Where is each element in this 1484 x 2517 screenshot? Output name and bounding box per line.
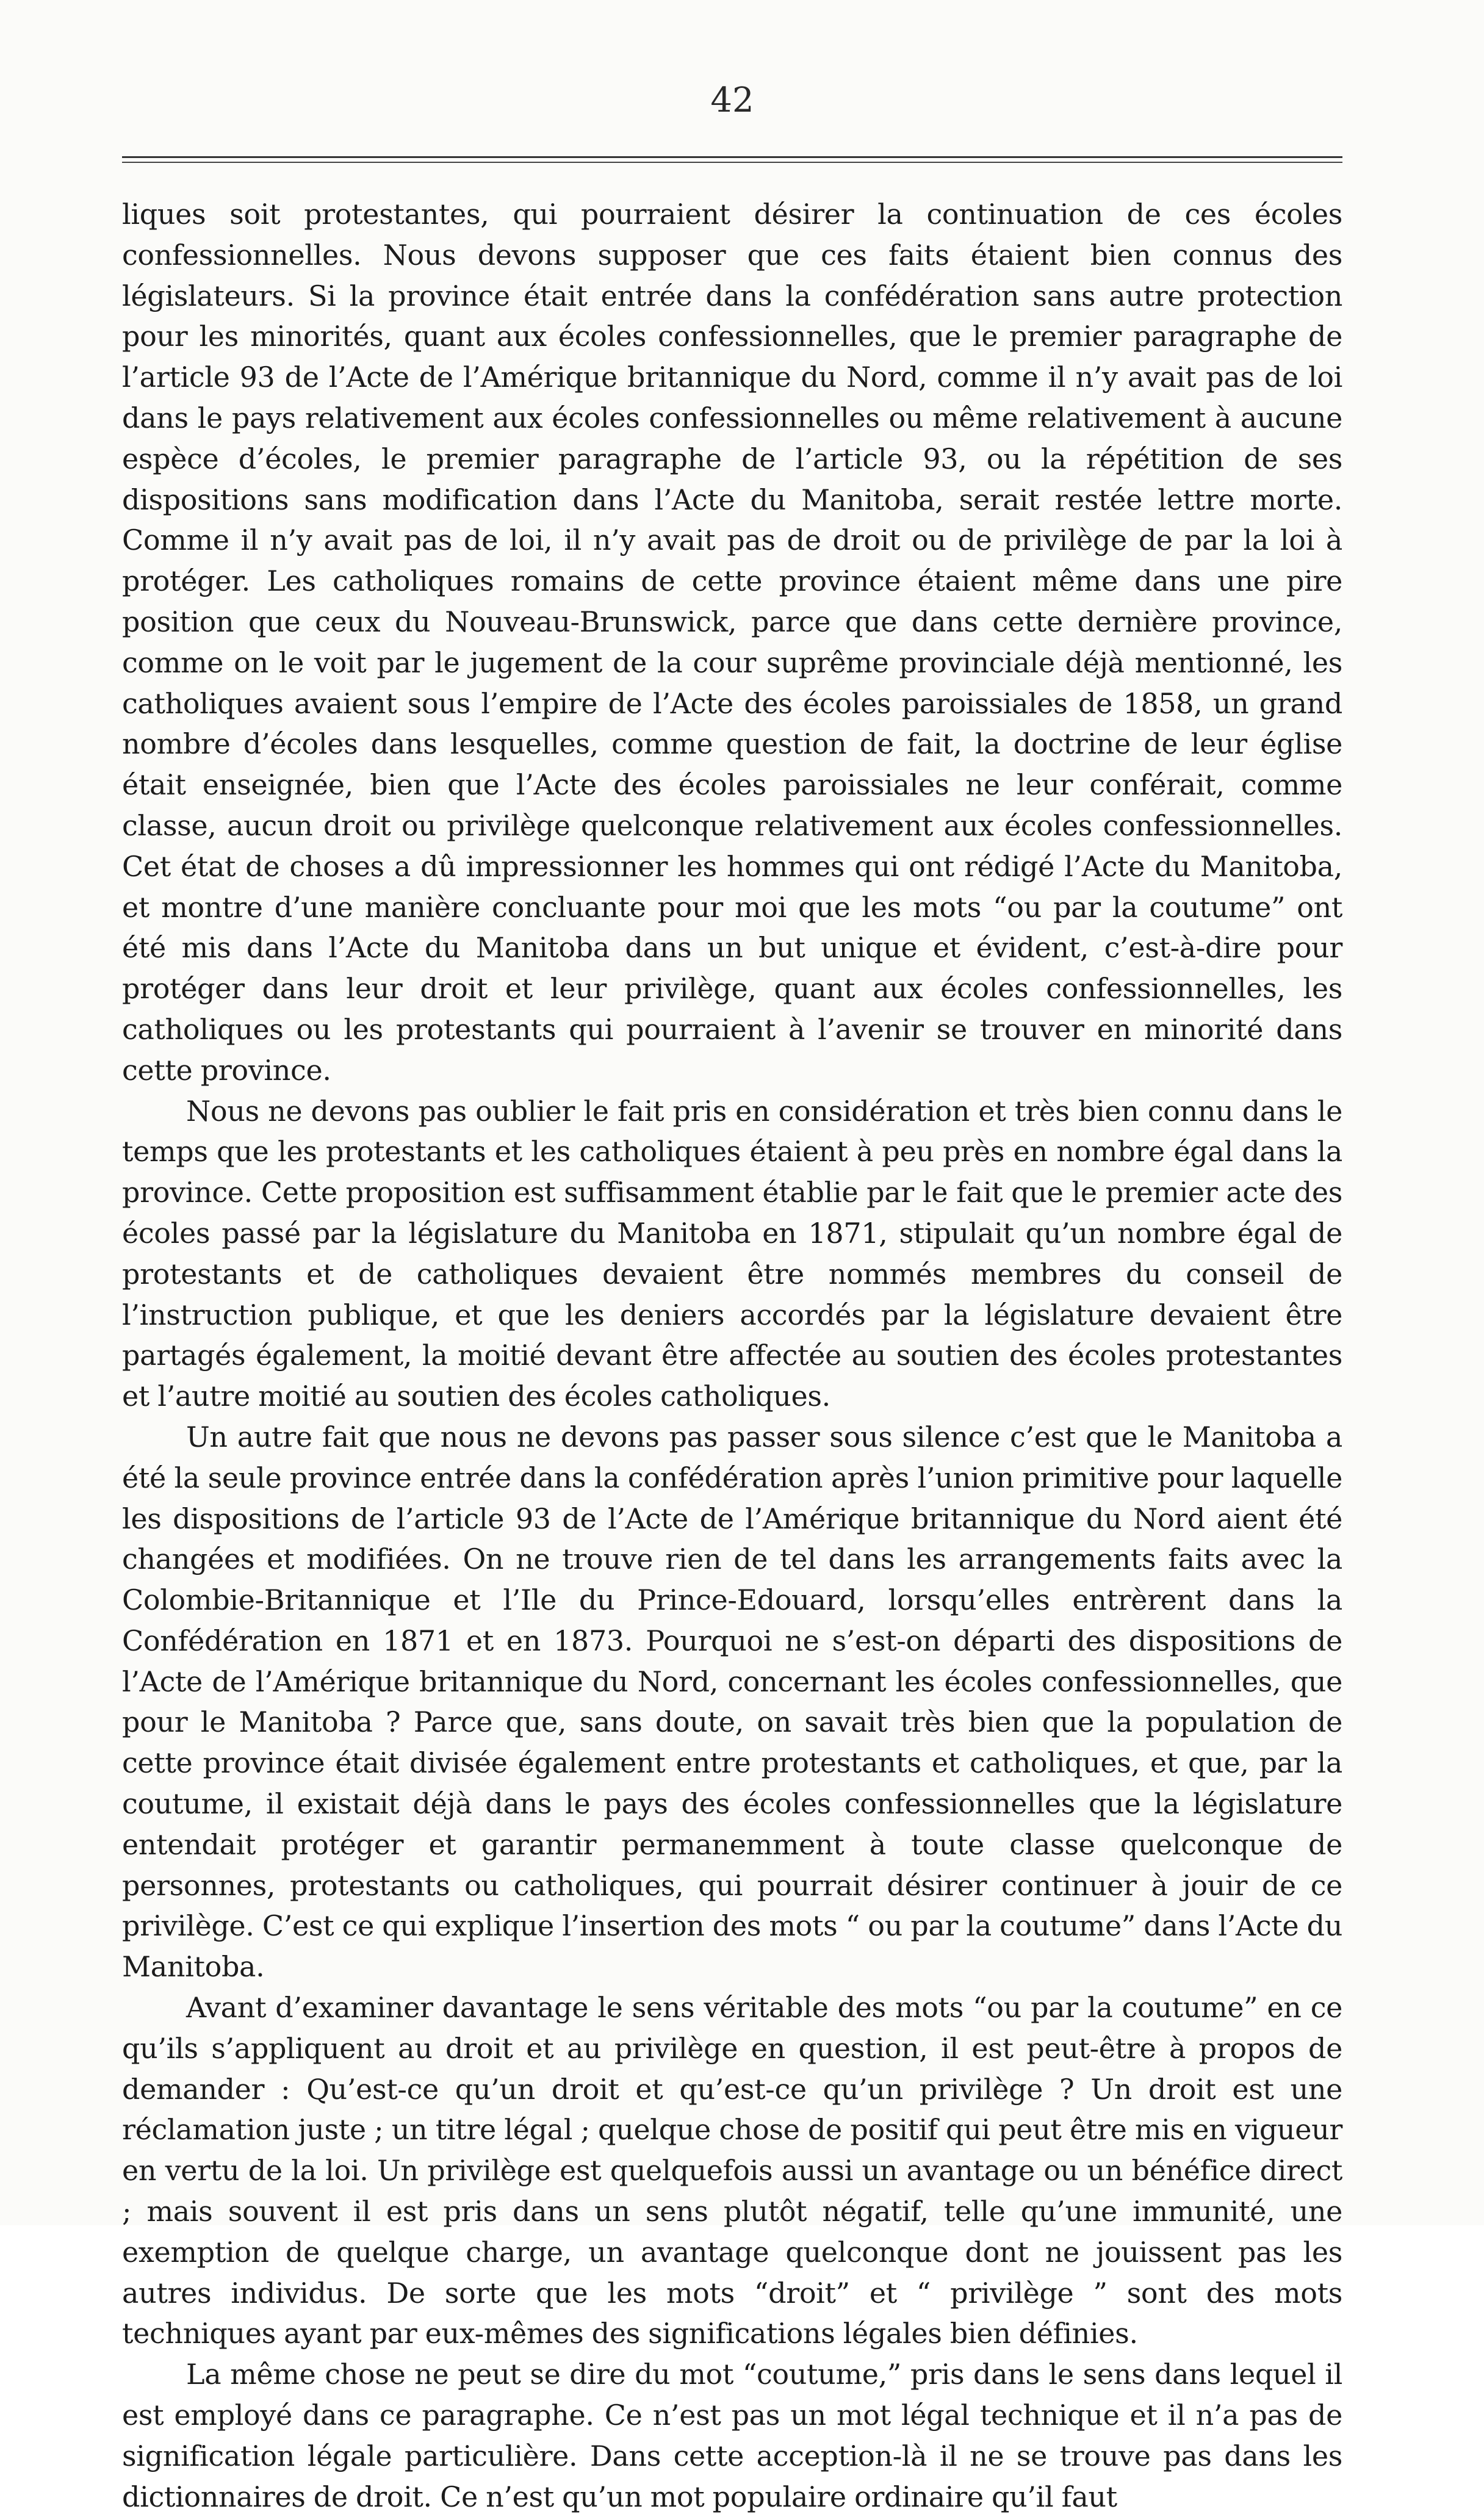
header-rule <box>122 156 1342 163</box>
page-number: 42 <box>710 81 754 120</box>
paragraph-custom-word: La même chose ne peut se dire du mot “coutume,” pris dans le sens dans lequel il est employé dans ce paragraphe. Ce n’est pas un mot légal technique et il n’a pas de signification légale particulière. Dans cette acception-là il ne se trouve pas dans les dictionnaires de droit. Ce n’est qu’un mot populaire ordinaire qu’il faut <box>122 2358 1342 2513</box>
body-text <box>122 194 1342 2517</box>
paragraph-manitoba-modification: Un autre fait que nous ne devons pas passer sous silence c’est que le Manitoba a été la seule province entrée dans la confédération après l’union primitive pour laquelle les dispositions de l’article 93 de l’Acte de l’Amérique britannique du Nord aient été changées et modifiées. On ne trouve rien de tel dans les arrangements faits avec la Colombie-Britannique et l’Ile du Prince-Edouard, lorsqu’elles entrèrent dans la Confédération en 1871 et en 1873. Pourquoi ne s’est-on départi des dispositions de l’Acte de l’Amérique britannique du Nord, concernant les écoles confessionnelles, que pour le Manitoba ? Parce que, sans doute, on savait très bien que la population de cette province était divisée également entre protestants et catholiques, et que, par la coutume, il existait déjà dans le pays des écoles confessionnelles que la législature entendait protéger et garantir permanemment à toute classe quelconque de personnes, protestants ou catholiques, qui pourrait désirer continuer à jouir de ce privilège. C’est ce qui explique l’insertion des mots “ ou par la coutume” dans l’Acte du Manitoba. <box>122 1420 1342 1984</box>
paragraph-equal-numbers: Nous ne devons pas oublier le fait pris en considération et très bien connu dans le temps que les protestants et les catholiques étaient à peu près en nombre égal dans la province. Cette proposition est suffisamment établie par le fait que le premier acte des écoles passé par la législature du Manitoba en 1871, stipulait qu’un nombre égal de protestants et de catholiques devaient être nommés membres du conseil de l’instruction publique, et que les deniers accordés par la législature devaient être partagés également, la moitié devant être affectée au soutien des écoles protestantes et l’autre moitié au soutien des écoles catholiques. <box>122 1094 1342 1413</box>
paragraph-right-and-privilege: Avant d’examiner davantage le sens véritable des mots “ou par la coutume” en ce qu’ils s’appliquent au droit et au privilège en question, il est peut-être à propos de demander : Qu’est-ce qu’un droit et qu’est-ce qu’un privilège ? Un droit est une réclamation juste ; un titre légal ; quelque chose de positif qui peut être mis en vigueur en vertu de la loi. Un privilège est quelquefois aussi un avantage ou un bénéfice direct ; mais souvent il est pris dans un sens plutôt négatif, telle qu’une immunité, une exemption de quelque charge, un avantage quelconque dont ne jouissent pas les autres individus. De sorte que les mots “droit” et “ privilège ” sont des mots techniques ayant par eux-mêmes des significations légales bien définies. <box>122 1991 1342 2350</box>
paragraph-continuation: liques soit protestantes, qui pourraient désirer la continuation de ces écoles confessionnelles. Nous devons supposer que ces faits étaient bien connus des législateurs. Si la province était entrée dans la confédération sans autre protection pour les minorités, quant aux écoles confessionnelles, que le premier paragraphe de l’article 93 de l’Acte de l’Amérique britannique du Nord, comme il n’y avait pas de loi dans le pays relativement aux écoles confessionnelles ou même relativement à aucune espèce d’écoles, le premier paragraphe de l’article 93, ou la répétition de ses dispositions sans modification dans l’Acte du Manitoba, serait restée lettre morte. Comme il n’y avait pas de loi, il n’y avait pas de droit ou de privilège de par la loi à protéger. Les catholiques romains de cette province étaient même dans une pire position que ceux du Nouveau-Brunswick, parce que dans cette dernière province, comme on le voit par le jugement de la cour suprême provinciale déjà mentionné, les catholiques avaient sous l’empire de l’Acte des écoles paroissiales de 1858, un grand nombre d’écoles dans lesquelles, comme question de fait, la doctrine de leur église était enseignée, bien que l’Acte des écoles paroissiales ne leur conférait, comme classe, aucun droit ou privilège quelconque relativement aux écoles confessionnelles. Cet état de choses a dû impressionner les hommes qui ont rédigé l’Acte du Manitoba, et montre d’une manière concluante pour moi que les mots “ou par la coutume” ont été mis dans l’Acte du Manitoba dans un but unique et évident, c’est-à-dire pour protéger dans leur droit et leur privilège, quant aux écoles confessionnelles, les catholiques ou les protestants qui pourraient à l’avenir se trouver en minorité dans cette province. <box>122 198 1342 1087</box>
